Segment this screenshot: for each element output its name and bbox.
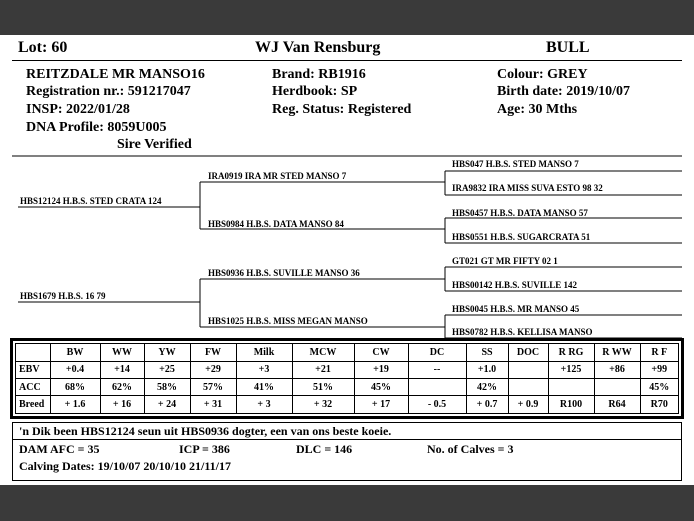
- pedigree-sire-sire: IRA0919 IRA MR STED MANSO 7: [208, 171, 347, 181]
- sex-label: BULL: [546, 39, 590, 56]
- comment-box: [12, 422, 682, 481]
- ebv-header-cell: Milk: [236, 344, 292, 361]
- ebv-header-cell: R F: [640, 344, 678, 361]
- ebv-cell: + 0.9: [508, 396, 548, 413]
- brand: Brand: RB1916: [272, 67, 366, 82]
- ebv-cell: + 1.6: [50, 396, 100, 413]
- ebv-table-frame: [10, 338, 684, 419]
- pedigree-sire: HBS12124 H.B.S. STED CRATA 124: [20, 196, 162, 206]
- ebv-header-cell: FW: [190, 344, 236, 361]
- calving-dates: Calving Dates: 19/10/07 20/10/10 21/11/17: [19, 459, 232, 473]
- ebv-cell: +14: [100, 361, 144, 378]
- ebv-cell: +3: [236, 361, 292, 378]
- ebv-cell: + 32: [292, 396, 354, 413]
- ebv-cell: +125: [548, 361, 594, 378]
- lot-sheet: [0, 35, 694, 485]
- number-of-calves: No. of Calves = 3: [427, 442, 514, 456]
- ebv-cell: R100: [548, 396, 594, 413]
- ebv-header-cell: R WW: [594, 344, 640, 361]
- ebv-cell: 62%: [100, 379, 144, 396]
- pedigree-ggp: HBS0457 H.B.S. DATA MANSO 57: [452, 208, 588, 218]
- breeder-name: WJ Van Rensburg: [255, 39, 381, 56]
- registration-number: Registration nr.: 591217047: [26, 84, 191, 99]
- ebv-cell: +0.4: [50, 361, 100, 378]
- ebv-row-label: ACC: [16, 379, 50, 396]
- ebv-row-label: Breed: [16, 396, 50, 413]
- colour: Colour: GREY: [497, 67, 588, 82]
- animal-name: REITZDALE MR MANSO16: [26, 67, 205, 82]
- ebv-cell: [594, 379, 640, 396]
- ebv-cell: + 16: [100, 396, 144, 413]
- ebv-cell: + 17: [354, 396, 408, 413]
- ebv-row-breed: [16, 396, 678, 413]
- ebv-cell: 45%: [640, 379, 678, 396]
- ebv-header-cell: [16, 344, 50, 361]
- ebv-cell: 51%: [292, 379, 354, 396]
- pedigree-ggp: HBS00142 H.B.S. SUVILLE 142: [452, 280, 578, 290]
- ebv-header-cell: CW: [354, 344, 408, 361]
- comment-divider: [13, 439, 681, 440]
- ebv-cell: R70: [640, 396, 678, 413]
- ebv-cell: 41%: [236, 379, 292, 396]
- ebv-cell: - 0.5: [408, 396, 466, 413]
- ebv-header-cell: DOC: [508, 344, 548, 361]
- pedigree-dam: HBS1679 H.B.S. 16 79: [20, 291, 106, 301]
- ebv-header-cell: R RG: [548, 344, 594, 361]
- ebv-cell: 68%: [50, 379, 100, 396]
- ebv-header-cell: SS: [466, 344, 508, 361]
- ebv-cell: 45%: [354, 379, 408, 396]
- birth-date: Birth date: 2019/10/07: [497, 84, 630, 99]
- ebv-cell: +29: [190, 361, 236, 378]
- ebv-cell: +99: [640, 361, 678, 378]
- lot-number: Lot: 60: [18, 39, 68, 56]
- ebv-cell: +1.0: [466, 361, 508, 378]
- ebv-cell: + 31: [190, 396, 236, 413]
- ebv-row-label: EBV: [16, 361, 50, 378]
- pedigree-ggp: GT021 GT MR FIFTY 02 1: [452, 256, 558, 266]
- ebv-cell: +21: [292, 361, 354, 378]
- ebv-cell: 42%: [466, 379, 508, 396]
- inspection-date: INSP: 2022/01/28: [26, 102, 130, 117]
- pedigree-dam-sire: HBS0936 H.B.S. SUVILLE MANSO 36: [208, 268, 360, 278]
- dam-afc: DAM AFC = 35: [19, 442, 100, 456]
- ebv-cell: + 24: [144, 396, 190, 413]
- ebv-cell: +19: [354, 361, 408, 378]
- ebv-table: [16, 344, 678, 413]
- ebv-cell: + 0.7: [466, 396, 508, 413]
- ebv-cell: [508, 361, 548, 378]
- pedigree-ggp: HBS047 H.B.S. STED MANSO 7: [452, 159, 579, 169]
- pedigree-ggp: HBS0782 H.B.S. KELLISA MANSO: [452, 327, 593, 337]
- age: Age: 30 Mths: [497, 102, 578, 117]
- ebv-header-cell: BW: [50, 344, 100, 361]
- icp: ICP = 386: [179, 442, 230, 456]
- ebv-cell: + 3: [236, 396, 292, 413]
- pedigree-ggp: HBS0551 H.B.S. SUGARCRATA 51: [452, 232, 591, 242]
- dlc: DLC = 146: [296, 442, 353, 456]
- ebv-cell: [548, 379, 594, 396]
- ebv-header-cell: DC: [408, 344, 466, 361]
- ebv-cell: R64: [594, 396, 640, 413]
- ebv-row-ebv: [16, 361, 678, 378]
- pedigree-dam-dam: HBS1025 H.B.S. MISS MEGAN MANSO: [208, 316, 368, 326]
- pedigree-sire-dam: HBS0984 H.B.S. DATA MANSO 84: [208, 219, 344, 229]
- ebv-header-cell: WW: [100, 344, 144, 361]
- herdbook: Herdbook: SP: [272, 84, 358, 99]
- ebv-cell: --: [408, 361, 466, 378]
- sire-verified: Sire Verified: [117, 137, 192, 152]
- pedigree-ggp: HBS0045 H.B.S. MR MANSO 45: [452, 304, 580, 314]
- ebv-header-cell: MCW: [292, 344, 354, 361]
- pedigree-ggp: IRA9832 IRA MISS SUVA ESTO 98 32: [452, 183, 603, 193]
- ebv-cell: 58%: [144, 379, 190, 396]
- ebv-cell: 57%: [190, 379, 236, 396]
- reg-status: Reg. Status: Registered: [272, 102, 412, 117]
- ebv-row-acc: [16, 379, 678, 396]
- ebv-cell: [508, 379, 548, 396]
- ebv-cell: +25: [144, 361, 190, 378]
- ebv-header-cell: YW: [144, 344, 190, 361]
- comment-text: 'n Dik been HBS12124 seun uit HBS0936 dogter, een van ons beste koeie.: [19, 424, 392, 438]
- ebv-cell: [408, 379, 466, 396]
- ebv-header-row: [16, 344, 678, 361]
- ebv-cell: +86: [594, 361, 640, 378]
- dna-profile: DNA Profile: 8059U005: [26, 120, 167, 135]
